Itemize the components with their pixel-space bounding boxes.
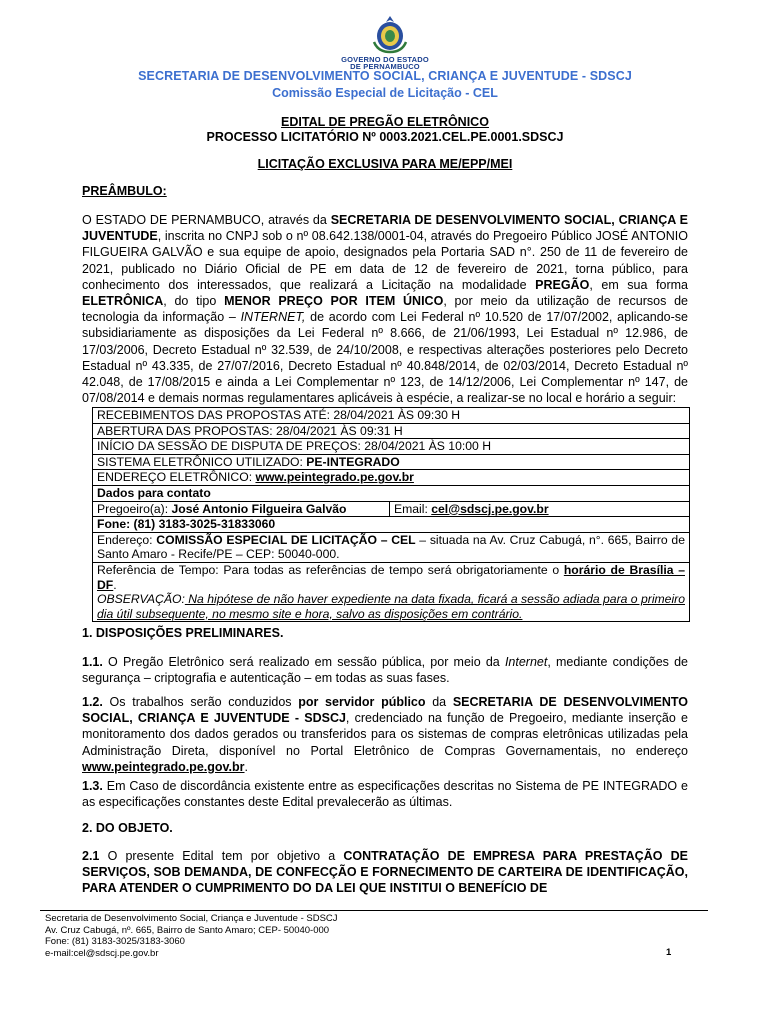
processo-title: PROCESSO LICITATÓRIO Nº 0003.2021.CEL.PE.0001.SDSCJ [206, 130, 564, 144]
secretaria-heading: SECRETARIA DE DESENVOLVIMENTO SOCIAL, CRIANÇA E JUVENTUDE - SDSCJ [138, 69, 632, 83]
pregoeiro-email-row [93, 502, 689, 518]
footer-line-3: Fone: (81) 3183-3025/3183-3060 [45, 936, 185, 948]
email-cell: Email: cel@sdscj.pe.gov.br [394, 501, 549, 516]
sistema-row: SISTEMA ELETRÔNICO UTILIZADO: PE-INTEGRADO [93, 455, 689, 471]
inicio-row: INÍCIO DA SESSÃO DE DISPUTA DE PREÇOS: 28/04/2021 ÀS 10:00 H [93, 439, 689, 455]
peintegrado-link[interactable]: www.peintegrado.pe.gov.br [255, 470, 414, 485]
paragraph-1-2: 1.2. Os trabalhos serão conduzidos por servidor público da SECRETARIA DE DESENVOLVIMENTO SOCIAL, CRIANÇA E JUVENTUDE - SDSCJ, credenciado na função de Pregoeiro, mediante inserção e monitoramento dos dados gerados ou transferidos para os sistemas de compras eletrônicas utilizadas pela Administração Direta, disponível no Portal Eletrônico de Compras Governamentais, no endereço www.peintegrado.pe.gov.br. [82, 695, 688, 774]
comissao-heading: Comissão Especial de Licitação - CEL [272, 86, 498, 100]
endereco-row: Endereço: COMISSÃO ESPECIAL DE LICITAÇÃO – CEL – situada na Av. Cruz Cabugá, n°. 665, Bairro de Santo Amaro - Recife/PE – CEP: 50040-000. [93, 533, 689, 563]
pernambuco-coat-of-arms-icon [370, 14, 410, 54]
preambulo-heading: PREÂMBULO: [82, 184, 167, 198]
footer-line-4: e-mail:cel@sdscj.pe.gov.br [45, 948, 159, 960]
page-number: 1 [666, 947, 672, 958]
paragraph-1-3: 1.3. Em Caso de discordância existente entre as especificações descritas no Sistema de PE INTEGRADO e as especificações constantes deste Edital prevalecerão as últimas. [82, 779, 688, 810]
pregoeiro-cell: Pregoeiro(a): José Antonio Filgueira Galvão [93, 502, 390, 517]
gov-line-1: GOVERNO DO ESTADO [341, 55, 429, 64]
email-link[interactable]: cel@sdscj.pe.gov.br [431, 501, 549, 516]
referencia-tempo-row: Referência de Tempo: Para todas as referências de tempo será obrigatoriamente o horário de Brasília – DF. OBSERVAÇÃO: Na hipótese de não haver expediente na data fixada, ficará a sessão adiada para o primeiro dia útil subsequente, no mesmo site e hora, salvo as disposições em contrário. [97, 562, 685, 621]
paragraph-1-1: 1.1. O Pregão Eletrônico será realizado em sessão pública, por meio da Internet, mediante condições de segurança – criptografia e autenticação – em todas as suas fases. [82, 655, 688, 686]
footer [45, 913, 338, 960]
contato-row: Dados para contato [93, 486, 689, 502]
peintegrado-link-2[interactable]: www.peintegrado.pe.gov.br [82, 759, 245, 774]
section-2-heading: 2. DO OBJETO. [82, 821, 173, 835]
endereco-eletronico-row: ENDEREÇO ELETRÔNICO: www.peintegrado.pe.gov.br [93, 470, 689, 486]
gov-line-2: DE PERNAMBUCO [350, 62, 420, 71]
footer-divider [40, 910, 708, 911]
session-info-box [92, 407, 690, 622]
exclusiva-title: LICITAÇÃO EXCLUSIVA PARA ME/EPP/MEI [257, 157, 513, 171]
section-1-heading: 1. DISPOSIÇÕES PRELIMINARES. [82, 626, 284, 640]
preambulo-paragraph: O ESTADO DE PERNAMBUCO, através da SECRETARIA DE DESENVOLVIMENTO SOCIAL, CRIANÇA E JUVENTUDE, inscrita no CNPJ sob o nº 08.642.138/0001-04, através do Pregoeiro Público JOSÉ ANTONIO FILGUEIRA GALVÃO e sua equipe de apoio, designados pela Portaria SAD n°. 250 de 11 de fevereiro de 2021, publicado no Diário Oficial de PE em data de 12 de fevereiro de 2021, torna público, para conhecimento dos interessados, que realizará a Licitação na modalidade PREGÃO, em sua forma ELETRÔNICA, do tipo MENOR PREÇO POR ITEM ÚNICO, por meio da utilização de recursos de tecnologia da informação – INTERNET, de acordo com Lei Federal nº 10.520 de 17/07/2002, aplicando-se subsidiariamente as disposições da Lei Federal nº 8.666, de 21/06/1993, Lei Estadual nº 12.986, de 17/03/2006, Decreto Estadual nº 32.539, de 24/10/2008, e respectivas alterações posteriores pelo Decreto Estadual nº 43.335, de 27/07/2016, Decreto Estadual nº 40.848/2014, de 02/03/2014, Decreto Estadual nº 42.048, de 17/08/2015 e ainda a Lei Complementar nº 123, de 14/12/2006, Lei Complementar nº 147, de 07/08/2014 e demais normas regulamentares aplicáveis à espécie, a realizar-se no local e horário a seguir: [82, 213, 689, 406]
recebimentos-row: RECEBIMENTOS DAS PROPOSTAS ATÉ: 28/04/2021 ÀS 09:30 H [93, 408, 689, 424]
abertura-row: ABERTURA DAS PROPOSTAS: 28/04/2021 ÀS 09:31 H [93, 424, 689, 440]
edital-title: EDITAL DE PREGÃO ELETRÔNICO [281, 115, 489, 129]
footer-line-2: Av. Cruz Cabugá, nº. 665, Bairro de Santo Amaro; CEP- 50040-000 [45, 924, 330, 936]
fone-row: Fone: (81) 3183-3025-31833060 [93, 517, 689, 533]
footer-line-1: Secretaria de Desenvolvimento Social, Criança e Juventude - SDSCJ [45, 913, 338, 924]
paragraph-2-1: 2.1 O presente Edital tem por objetivo a CONTRATAÇÃO DE EMPRESA PARA PRESTAÇÃO DE SERVIÇOS, SOB DEMANDA, DE CONFECÇÃO E FORNECIMENTO DE CARTEIRA DE IDENTIFICAÇÃO, PARA ATENDER O CUMPRIMENTO DO DA LEI QUE INSTITUI O BENEFÍCIO DE [82, 849, 688, 896]
